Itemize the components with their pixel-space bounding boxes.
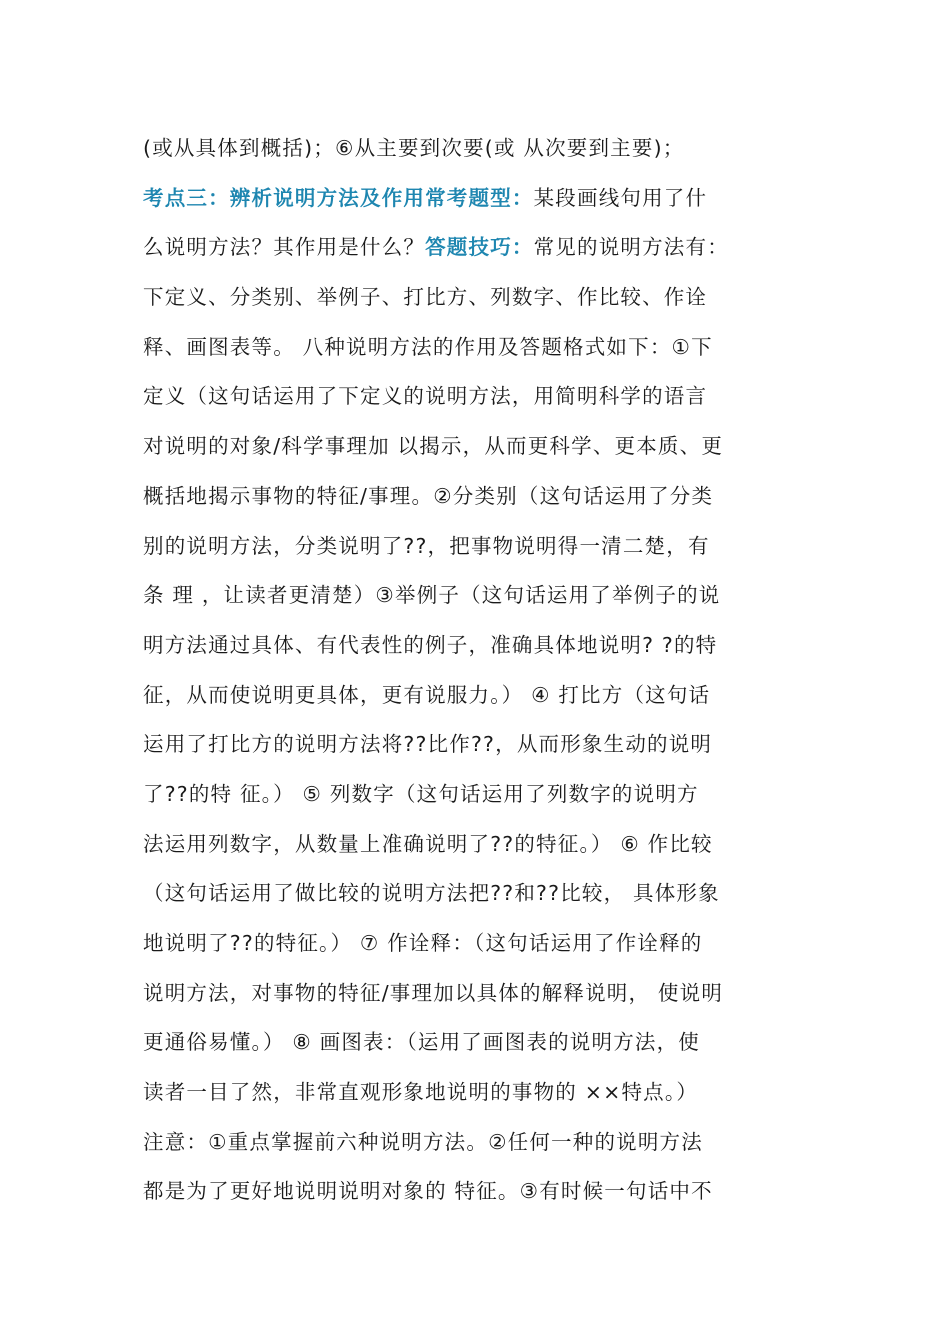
text-line-22 bbox=[143, 1167, 823, 1217]
text-line-3 bbox=[143, 223, 823, 273]
text-line-6 bbox=[143, 372, 823, 422]
line-text: 了??的特 征。） ⑤ 列数字（这句话运用了列数字的说明方 bbox=[143, 781, 699, 806]
text-line-4 bbox=[143, 273, 823, 323]
line-text: 征，从而使说明更具体，更有说服力。） ④ 打比方（这句话 bbox=[143, 682, 711, 707]
text-line-5 bbox=[143, 323, 823, 373]
text-line-12 bbox=[143, 671, 823, 721]
text-line-1 bbox=[143, 124, 823, 174]
text-line-21 bbox=[143, 1118, 823, 1168]
text-line-14 bbox=[143, 770, 823, 820]
line-text: 运用了打比方的说明方法将??比作??，从而形象生动的说明 bbox=[143, 732, 713, 757]
line-text: 更通俗易懂。） ⑧ 画图表：（运用了画图表的说明方法，使 bbox=[143, 1030, 701, 1055]
line-text: 法运用列数字，从数量上准确说明了??的特征。） ⑥ 作比较 bbox=[143, 831, 713, 856]
text-line-13 bbox=[143, 720, 823, 770]
text-line-8 bbox=[143, 472, 823, 522]
line-text: 条 理 ，让读者更清楚）③举例子（这句话运用了举例子的说 bbox=[143, 583, 721, 608]
line-text: 下定义、分类别、举例子、打比方、列数字、作比较、作诠 bbox=[143, 285, 708, 310]
line-text: 么说明方法？其作用是什么？ bbox=[143, 235, 426, 260]
text-line-9 bbox=[143, 522, 823, 572]
text-line-16 bbox=[143, 869, 823, 919]
line-text: (或从具体到概括)；⑥从主要到次要(或 从次要到主要)； bbox=[143, 136, 685, 160]
line-text: 概括地揭示事物的特征/事理。②分类别（这句话运用了分类 bbox=[143, 483, 714, 508]
document-body bbox=[143, 124, 823, 1217]
text-line-15 bbox=[143, 820, 823, 870]
text-line-20 bbox=[143, 1068, 823, 1118]
line-text: 都是为了更好地说明说明对象的 特征。③有时候一句话中不 bbox=[143, 1179, 713, 1204]
text-line-2 bbox=[143, 174, 823, 224]
text-line-17 bbox=[143, 919, 823, 969]
line-text: （这句话运用了做比较的说明方法把??和??比较， 具体形象 bbox=[143, 881, 720, 906]
line-text: 说明方法，对事物的特征/事理加以具体的解释说明， 使说明 bbox=[143, 980, 724, 1005]
section-heading: 答题技巧： bbox=[425, 235, 534, 260]
line-text: 别的说明方法，分类说明了??，把事物说明得一清二楚，有 bbox=[143, 533, 710, 558]
text-line-19 bbox=[143, 1018, 823, 1068]
line-text: 常见的说明方法有： bbox=[533, 235, 729, 260]
line-text: 明方法通过具体、有代表性的例子，准确具体地说明? ?的特 bbox=[143, 632, 718, 657]
line-text: 对说明的对象/科学事理加 以揭示，从而更科学、更本质、更 bbox=[143, 434, 724, 459]
line-text: 读者一目了然，非常直观形象地说明的事物的 ××特点。） bbox=[143, 1080, 699, 1105]
line-text: 某段画线句用了什 bbox=[533, 185, 708, 210]
text-line-11 bbox=[143, 621, 823, 671]
line-text: 地说明了??的特征。） ⑦ 作诠释：（这句话运用了作诠释的 bbox=[143, 931, 703, 955]
section-heading: 考点三：辨析说明方法及作用常考题型： bbox=[143, 185, 534, 210]
line-text: 释、画图表等。 八种说明方法的作用及答题格式如下：①下 bbox=[143, 334, 713, 359]
text-line-7 bbox=[143, 422, 823, 472]
text-line-18 bbox=[143, 969, 823, 1019]
line-text: 定义（这句话运用了下定义的说明方法，用简明科学的语言 bbox=[143, 384, 708, 409]
text-line-10 bbox=[143, 571, 823, 621]
line-text: 注意：①重点掌握前六种说明方法。②任何一种的说明方法 bbox=[143, 1129, 703, 1154]
